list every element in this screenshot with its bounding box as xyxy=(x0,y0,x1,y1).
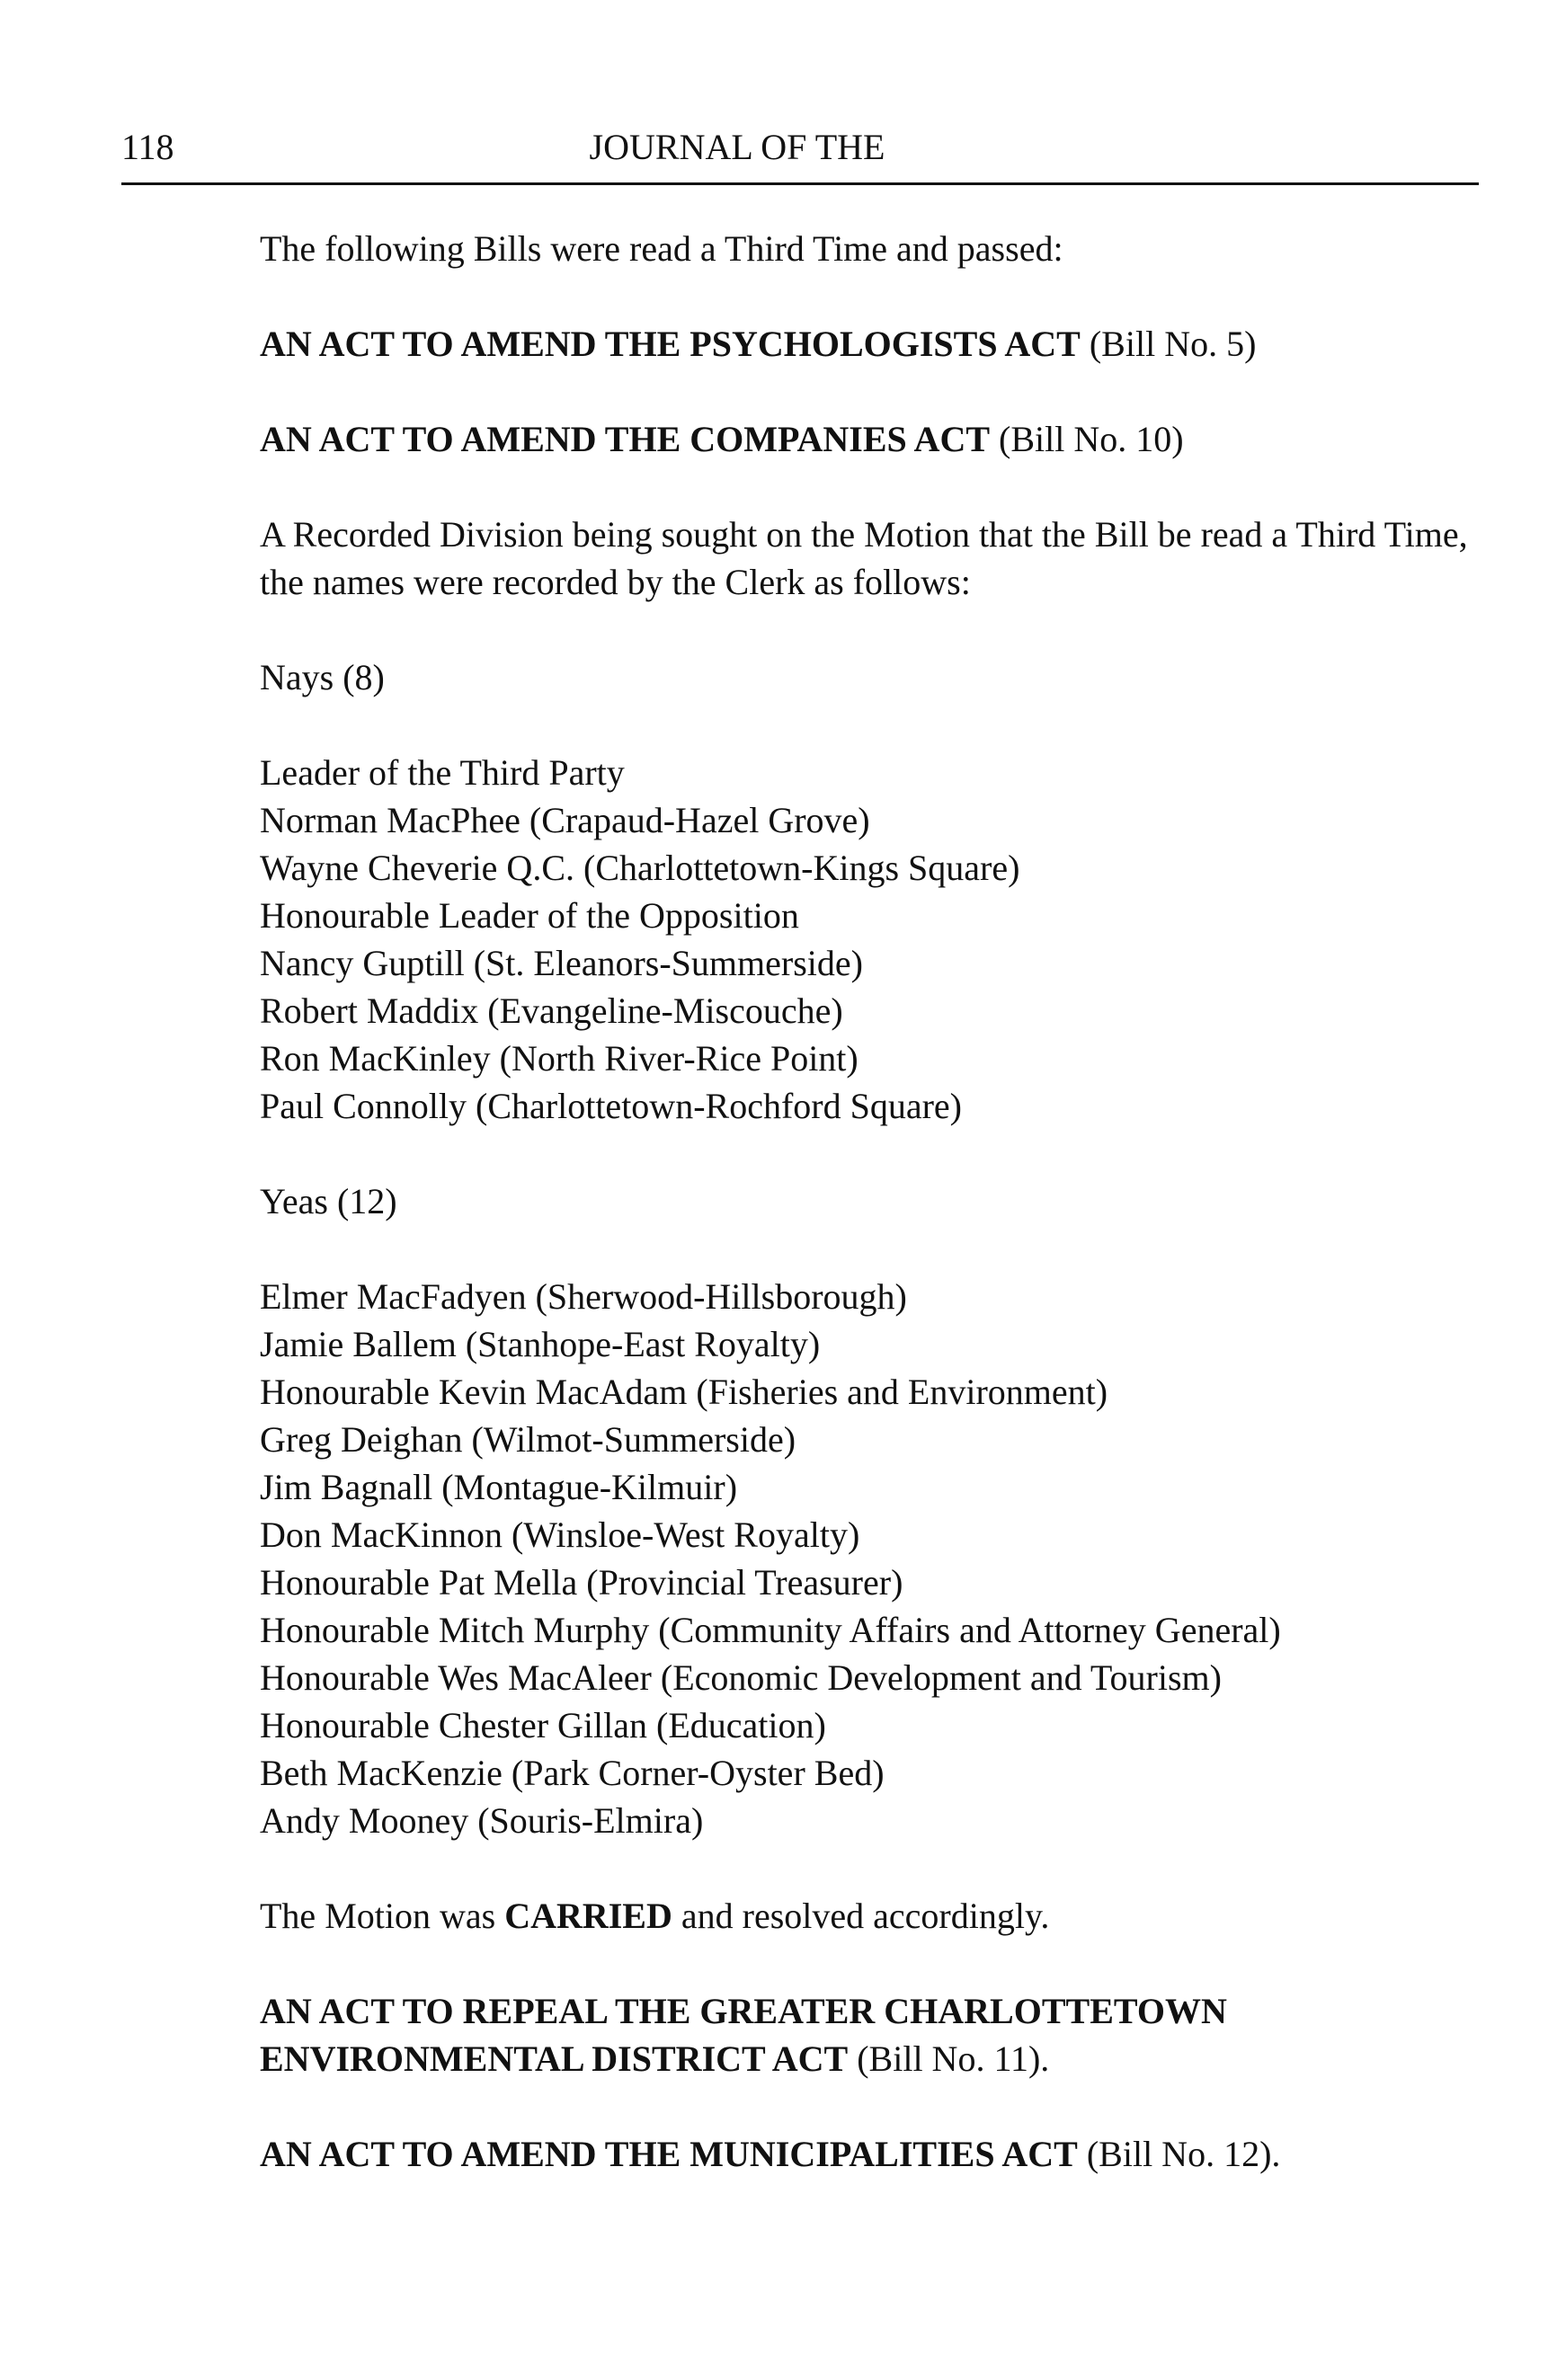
list-item: Robert Maddix (Evangeline-Miscouche) xyxy=(260,990,843,1031)
bill-title-line1: AN ACT TO REPEAL THE GREATER CHARLOTTETOWN xyxy=(260,1991,1227,2031)
list-item: Honourable Kevin MacAdam (Fisheries and Environment) xyxy=(260,1372,1108,1412)
motion-text-before: The Motion was xyxy=(260,1896,505,1936)
header-rule xyxy=(121,182,1479,185)
division-paragraph: A Recorded Division being sought on the Motion that the Bill be read a Third Time, the names were recorded by the Clerk as follows: xyxy=(260,514,1468,602)
list-item: Wayne Cheverie Q.C. (Charlottetown-Kings Square) xyxy=(260,848,1020,888)
yeas-list xyxy=(260,1273,1509,1844)
list-item: Honourable Mitch Murphy (Community Affairs and Attorney General) xyxy=(260,1610,1281,1650)
nays-heading: Nays (8) xyxy=(260,657,385,697)
motion-result xyxy=(260,1892,1509,1940)
list-item: Honourable Chester Gillan (Education) xyxy=(260,1705,826,1745)
bill-ref: (Bill No. 5) xyxy=(1080,324,1257,364)
bill-municipalities xyxy=(260,2130,1509,2178)
intro-paragraph: The following Bills were read a Third Time and passed: xyxy=(260,228,1063,269)
list-item: Andy Mooney (Souris-Elmira) xyxy=(260,1800,704,1841)
list-item: Paul Connolly (Charlottetown-Rochford Square) xyxy=(260,1086,962,1126)
list-item: Don MacKinnon (Winsloe-West Royalty) xyxy=(260,1514,860,1555)
list-item: Elmer MacFadyen (Sherwood-Hillsborough) xyxy=(260,1276,907,1317)
list-item: Jim Bagnall (Montague-Kilmuir) xyxy=(260,1467,738,1507)
motion-text-after: and resolved accordingly. xyxy=(672,1896,1050,1936)
bill-environmental xyxy=(260,1987,1509,2082)
bill-ref: (Bill No. 12). xyxy=(1077,2134,1281,2174)
list-item: Honourable Pat Mella (Provincial Treasurer) xyxy=(260,1562,903,1603)
bill-title: AN ACT TO AMEND THE MUNICIPALITIES ACT xyxy=(260,2134,1078,2174)
list-item: Leader of the Third Party xyxy=(260,752,625,793)
page-number: 118 xyxy=(121,127,174,167)
list-item: Norman MacPhee (Crapaud-Hazel Grove) xyxy=(260,800,870,840)
bill-ref: (Bill No. 11). xyxy=(848,2038,1050,2079)
yeas-heading: Yeas (12) xyxy=(260,1181,397,1221)
bill-title: AN ACT TO AMEND THE COMPANIES ACT xyxy=(260,419,991,459)
bill-psychologists xyxy=(260,320,1509,368)
list-item: Nancy Guptill (St. Eleanors-Summerside) xyxy=(260,943,863,983)
bill-title-line2: ENVIRONMENTAL DISTRICT ACT xyxy=(260,2038,849,2079)
list-item: Jamie Ballem (Stanhope-East Royalty) xyxy=(260,1324,821,1364)
running-head: JOURNAL OF THE xyxy=(589,127,885,167)
list-item: Ron MacKinley (North River-Rice Point) xyxy=(260,1038,859,1079)
page-body xyxy=(260,225,1509,2178)
page-header xyxy=(121,126,1479,180)
nays-list xyxy=(260,749,1509,1130)
bill-title: AN ACT TO AMEND THE PSYCHOLOGISTS ACT xyxy=(260,324,1081,364)
list-item: Greg Deighan (Wilmot-Summerside) xyxy=(260,1419,796,1460)
list-item: Honourable Leader of the Opposition xyxy=(260,895,799,936)
motion-carried: CARRIED xyxy=(504,1896,672,1936)
bill-ref: (Bill No. 10) xyxy=(990,419,1184,459)
list-item: Honourable Wes MacAleer (Economic Development and Tourism) xyxy=(260,1657,1222,1698)
bill-companies xyxy=(260,415,1509,463)
list-item: Beth MacKenzie (Park Corner-Oyster Bed) xyxy=(260,1753,885,1793)
